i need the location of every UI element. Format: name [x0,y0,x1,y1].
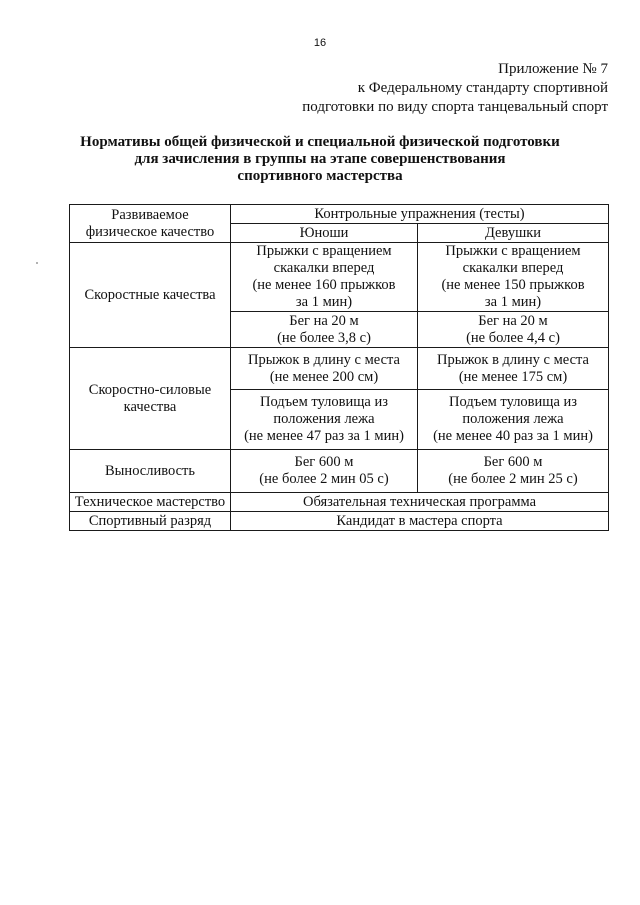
quality-endurance: Выносливость [70,450,231,493]
rank-value: Кандидат в мастера спорта [231,512,609,531]
header-tests: Контрольные упражнения (тесты) [231,205,609,224]
run20-boys: Бег на 20 м (не более 3,8 с) [231,312,418,348]
table-row [70,512,609,531]
page-number: 16 [313,37,327,49]
run600-girls: Бег 600 м (не более 2 мин 25 с) [418,450,609,493]
appendix-reference: к Федеральному стандарту спортивной [357,80,608,96]
norms-table [69,204,609,531]
header-boys: Юноши [231,224,418,243]
appendix-number: Приложение № 7 [498,61,608,77]
rope-girls: Прыжки с вращением скакалки вперед (не менее 150 прыжков за 1 мин) [418,243,609,312]
quality-speed-strength: Скоростно-силовые качества [70,348,231,450]
header-girls: Девушки [418,224,609,243]
rope-boys: Прыжки с вращением скакалки вперед (не менее 160 прыжков за 1 мин) [231,243,418,312]
document-title [0,134,640,185]
appendix-header [302,60,608,117]
table-row [70,243,609,312]
quality-speed: Скоростные качества [70,243,231,348]
scan-speck [36,262,38,264]
situps-girls: Подъем туловища из положения лежа (не менее 40 раз за 1 мин) [418,390,609,450]
situps-boys: Подъем туловища из положения лежа (не менее 47 раз за 1 мин) [231,390,418,450]
quality-technique: Техническое мастерство [70,493,231,512]
table-header-row [70,205,609,224]
title-line-3: спортивного мастерства [237,168,403,184]
header-quality: Развиваемое физическое качество [70,205,231,243]
appendix-sport: подготовки по виду спорта танцевальный спорт [302,99,608,115]
table-row [70,348,609,390]
title-line-1: Нормативы общей физической и специальной физической подготовки [80,134,560,150]
quality-rank: Спортивный разряд [70,512,231,531]
run20-girls: Бег на 20 м (не более 4,4 с) [418,312,609,348]
technique-value: Обязательная техническая программа [231,493,609,512]
run600-boys: Бег 600 м (не более 2 мин 05 с) [231,450,418,493]
jump-boys: Прыжок в длину с места (не менее 200 см) [231,348,418,390]
jump-girls: Прыжок в длину с места (не менее 175 см) [418,348,609,390]
table-row [70,493,609,512]
title-line-2: для зачисления в группы на этапе совершенствования [134,151,506,167]
table-row [70,450,609,493]
